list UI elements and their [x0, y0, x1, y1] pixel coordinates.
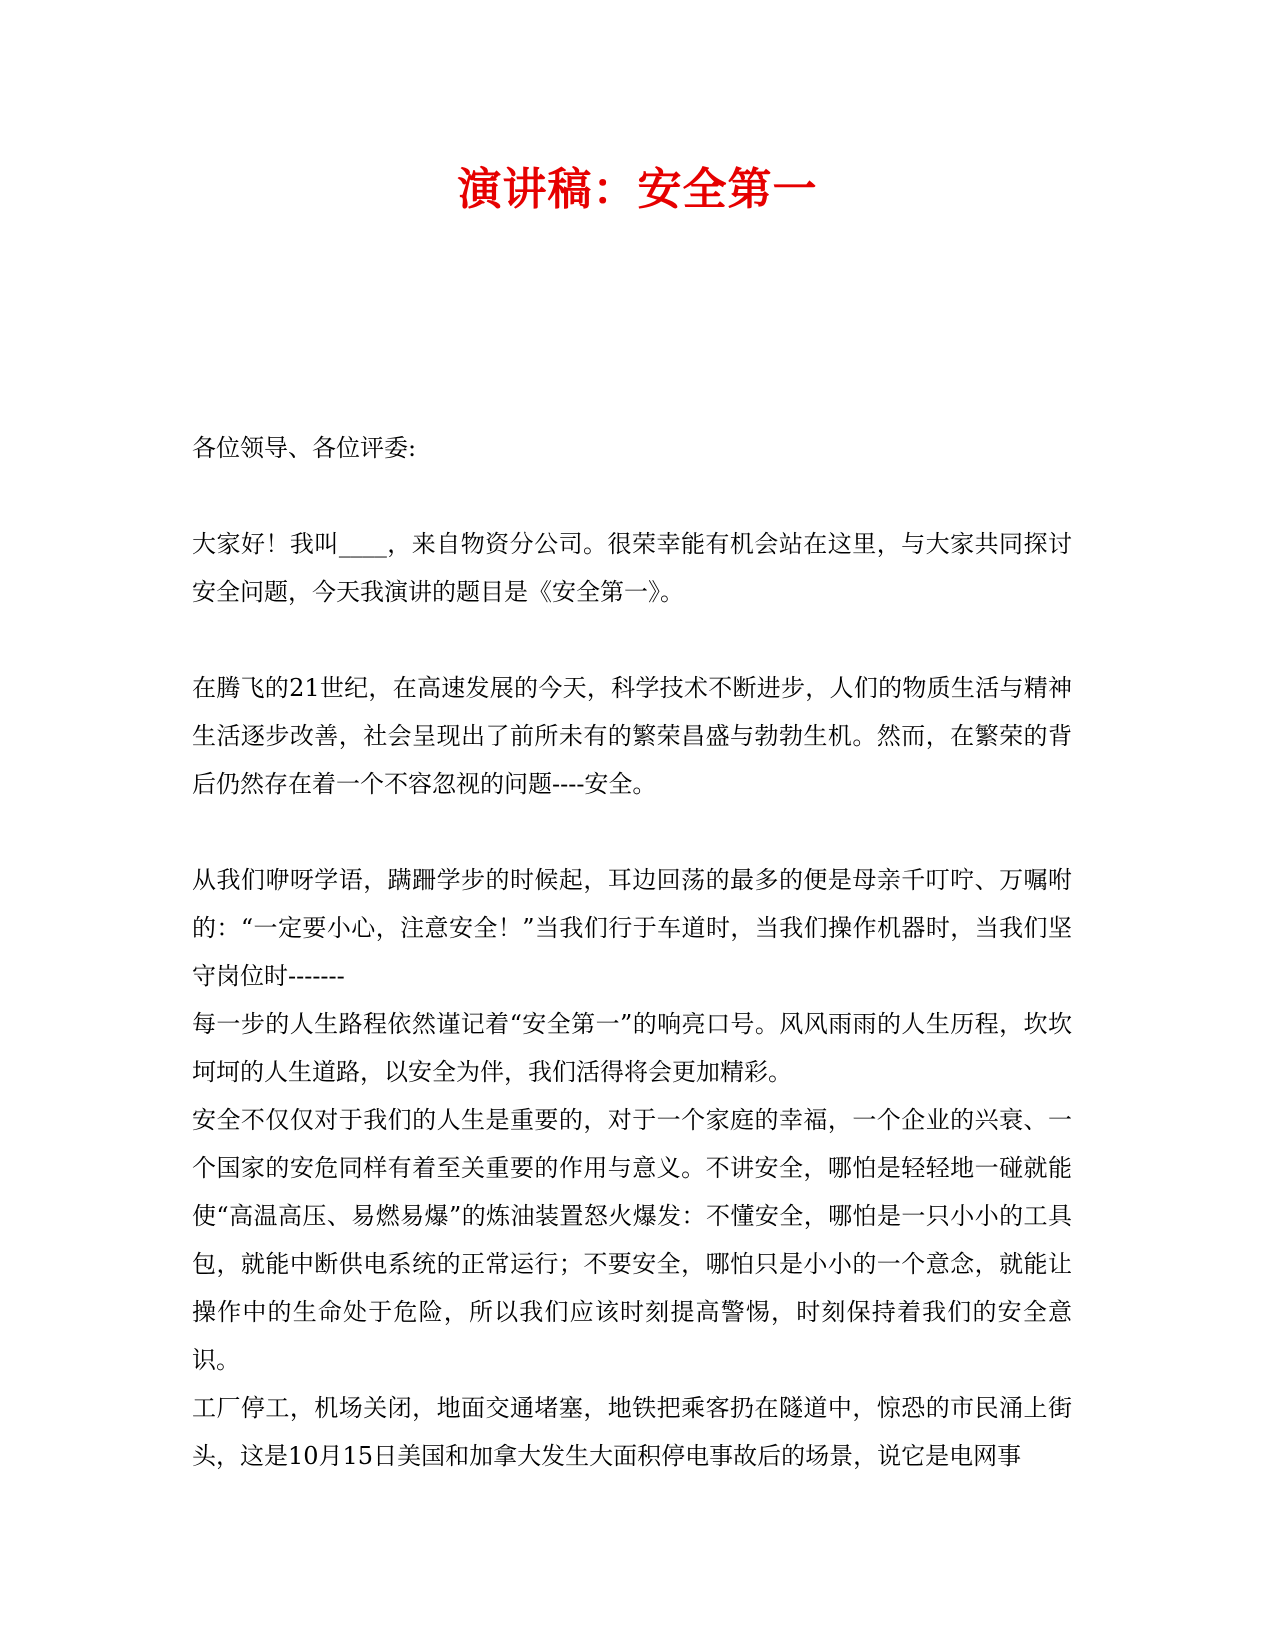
- paragraph-importance: 安全不仅仅对于我们的人生是重要的，对于一个家庭的幸福，一个企业的兴衰、一个国家的安危同样有着至关重要的作用与意义。不讲安全，哪怕是轻轻地一碰就能使“高温高压、易燃易爆”的炼油装置怒火爆发：不懂安全，哪怕是一只小小的工具包，就能中断供电系统的正常运行；不要安全，哪怕只是小小的一个意念，就能让操作中的生命处于危险，所以我们应该时刻提高警惕，时刻保持着我们的安全意识。: [192, 1106, 1072, 1374]
- paragraph-slogan: 每一步的人生路程依然谨记着“安全第一”的响亮口号。风风雨雨的人生历程，坎坎坷坷的人生道路，以安全为伴，我们活得将会更加精彩。: [192, 1010, 1072, 1086]
- salutation: 各位领导、各位评委:: [192, 434, 417, 462]
- document-title: 演讲稿：安全第一: [457, 164, 818, 215]
- paragraph-century: 在腾飞的21世纪，在高速发展的今天，科学技术不断进步，人们的物质生活与精神生活逐步改善，社会呈现出了前所未有的繁荣昌盛与勃勃生机。然而，在繁荣的背后仍然存在着一个不容忽视的问题----安全。: [192, 674, 1072, 798]
- paragraph-blackout: 工厂停工，机场关闭，地面交通堵塞，地铁把乘客扔在隧道中，惊恐的市民涌上街头，这是10月15日美国和加拿大发生大面积停电事故后的场景，说它是电网事: [192, 1394, 1072, 1470]
- paragraph-childhood: 从我们咿呀学语，蹒跚学步的时候起，耳边回荡的最多的便是母亲千叮咛、万嘱咐的：“一定要小心，注意安全！”当我们行于车道时，当我们操作机器时，当我们坚守岗位时-------: [192, 866, 1072, 990]
- paragraph-greeting: 大家好！我叫____，来自物资分公司。很荣幸能有机会站在这里，与大家共同探讨安全问题，今天我演讲的题目是《安全第一》。: [192, 530, 1072, 606]
